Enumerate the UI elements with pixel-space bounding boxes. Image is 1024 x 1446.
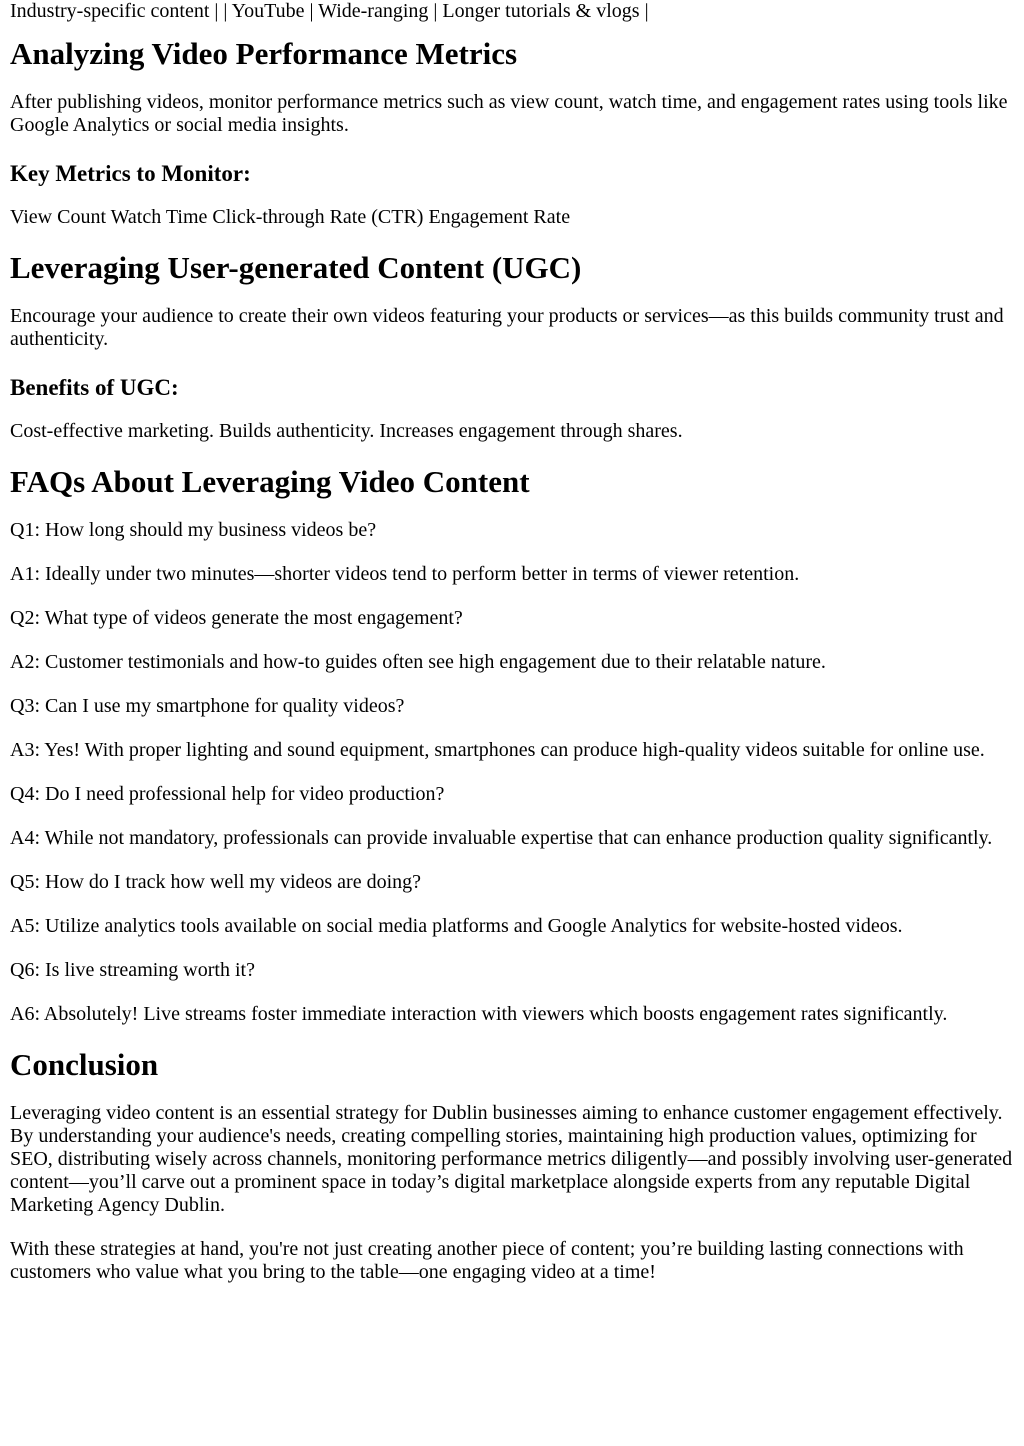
ugc-list-text: Cost-effective marketing. Builds authenticity. Increases engagement through shares. [10,420,683,442]
conclusion-section [10,1047,1014,1284]
faq-q6: Q6: Is live streaming worth it? [10,959,255,981]
metrics-section [10,36,1014,229]
faq-a6: A6: Absolutely! Live streams foster immediate interaction with viewers which boosts engagement rates significantly. [10,1003,948,1025]
faq-q2: Q2: What type of videos generate the most engagement? [10,607,463,629]
faq-q5: Q5: How do I track how well my videos are doing? [10,871,422,893]
faq-a4: A4: While not mandatory, professionals can provide invaluable expertise that can enhance production quality significantly. [10,827,993,849]
faqs-heading: FAQs About Leveraging Video Content [10,464,530,499]
faq-a1: A1: Ideally under two minutes—shorter videos tend to perform better in terms of viewer retention. [10,563,800,585]
metrics-list-text: View Count Watch Time Click-through Rate (CTR) Engagement Rate [10,206,571,228]
faq-q4: Q4: Do I need professional help for video production? [10,783,445,805]
metrics-subheading: Key Metrics to Monitor: [10,161,251,186]
faq-a5: A5: Utilize analytics tools available on social media platforms and Google Analytics for website-hosted videos. [10,915,903,937]
faq-q1: Q1: How long should my business videos be? [10,519,377,541]
faqs-section [10,464,1014,1026]
ugc-section [10,250,1014,443]
faq-a3: A3: Yes! With proper lighting and sound equipment, smartphones can produce high-quality videos suitable for online use. [10,739,985,761]
metrics-heading: Analyzing Video Performance Metrics [10,36,518,71]
ugc-subheading: Benefits of UGC: [10,375,179,400]
metrics-intro: After publishing videos, monitor performance metrics such as view count, watch time, and engagement rates using tools like Google Analytics or social media insights. [10,91,1008,136]
faq-q3: Q3: Can I use my smartphone for quality videos? [10,695,405,717]
table-tail-text: Industry-specific content | | YouTube | Wide-ranging | Longer tutorials & vlogs | [10,0,649,22]
conclusion-heading: Conclusion [10,1047,159,1082]
faq-a2: A2: Customer testimonials and how-to guides often see high engagement due to their relatable nature. [10,651,826,673]
conclusion-paragraph-2: With these strategies at hand, you're not just creating another piece of content; you’re building lasting connections with customers who value what you bring to the table—one engaging video at a time! [10,1238,964,1283]
ugc-intro: Encourage your audience to create their own videos featuring your products or services—as this builds community trust and authenticity. [10,305,1004,350]
ugc-heading: Leveraging User-generated Content (UGC) [10,250,582,285]
conclusion-paragraph-1: Leveraging video content is an essential strategy for Dublin businesses aiming to enhance customer engagement effectively. By understanding your audience's needs, creating compelling stories, maintaining high production values, optimizing for SEO, distributing wisely across channels, monitoring performance metrics diligently—and possibly involving user-generated content—you’ll carve out a prominent space in today’s digital marketplace alongside experts from any reputable Digital Marketing Agency Dublin. [10,1102,1013,1216]
